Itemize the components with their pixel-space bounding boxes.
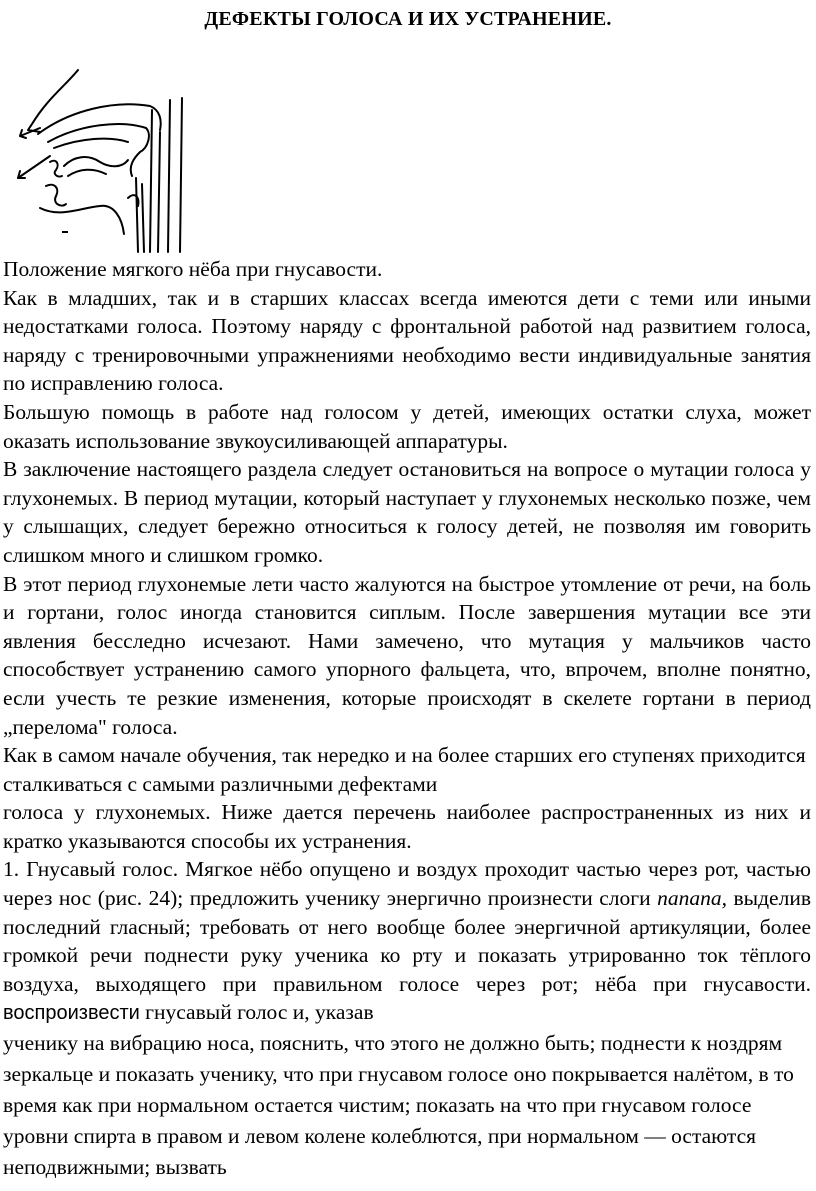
paragraph-7-part-a: 1. Гнусавый голос. Мягкое нёбо опущено и воздух проходит частью через рот, частью через нос (рис. 24); предложить ученику энергично произнести слоги: [3, 857, 811, 911]
page-title: ДЕФЕКТЫ ГОЛОСА И ИХ УСТРАНЕНИЕ.: [204, 8, 612, 30]
sans-word: воспроизвести: [3, 1002, 140, 1025]
paragraph-8: ученику на вибрацию носа, пояснить, что этого не должно быть; поднести к ноздрям зеркальце и показать ученику, что при гнусавом голосе оно покрывается налётом, в то время как при нормальном остается чистим; показать на что при гнусавом голосе уровни спирта в правом и левом колене колеблются, при нормальном — остаются неподвижными; вызвать: [3, 1031, 794, 1180]
body-text: [3, 255, 811, 1183]
paragraph-7-part-e: гнусавый голос и, указав: [139, 1000, 374, 1025]
paragraph-4: В этот период глухонемые лети часто жалуются на быстрое утомление от речи, на боль и гортани, голос иногда становится сиплым. После завершения мутации все эти явления бесследно исчезают. Нами замечено, что мутация у мальчиков часто способствует устранению самого упорного фальцета, что, впрочем, вполне понятно, если учесть те резкие изменения, которые происходят в скелете гортани в период „перелома" голоса.: [3, 571, 811, 739]
paragraph-7-part-c: выделив последний гласный; требовать от него вообще более энергичной артикуляции, более громкой речи поднести руку ученика ко рту и показать утрированно ток тёплого воздуха, выходящего при правильном голосе через рот; нёба при гнусавости.: [3, 886, 811, 996]
paragraph-7: [3, 855, 811, 1028]
soft-palate-nasality-diagram-icon: [10, 58, 195, 253]
paragraph-3: В заключение настоящего раздела следует остановиться на вопросе о мутации голоса у глухонемых. В период мутации, который наступает у глухонемых несколько позже, чем у слышащих, следует бережно относиться к голосу детей, не позволяя им говорить слишком много и слишком громко.: [3, 457, 811, 567]
figure-caption: Положение мягкого нёба при гнусавости.: [3, 257, 383, 281]
paragraph-6: голоса у глухонемых. Ниже дается перечень наиболее распространенных из них и кратко указываются способы их устранения.: [3, 800, 811, 853]
paragraph-5: Как в самом начале обучения, так нередко и на более старших его ступенях приходится сталкиваться с самыми различными дефектами: [3, 743, 806, 796]
syllables-italic: папапа,: [657, 886, 727, 911]
paragraph-1: Как в младших, так и в старших классах всегда имеются дети с теми или иными недостатками голоса. Поэтому наряду с фронтальной работой над развитием голоса, наряду с тренировочными упражнениями необходимо вести индивидуальные занятия по исправлению голоса.: [3, 285, 811, 396]
paragraph-2: Большую помощь в работе над голосом у детей, имеющих остатки слуха, может оказать использование звукоусиливающей аппаратуры.: [3, 399, 811, 453]
